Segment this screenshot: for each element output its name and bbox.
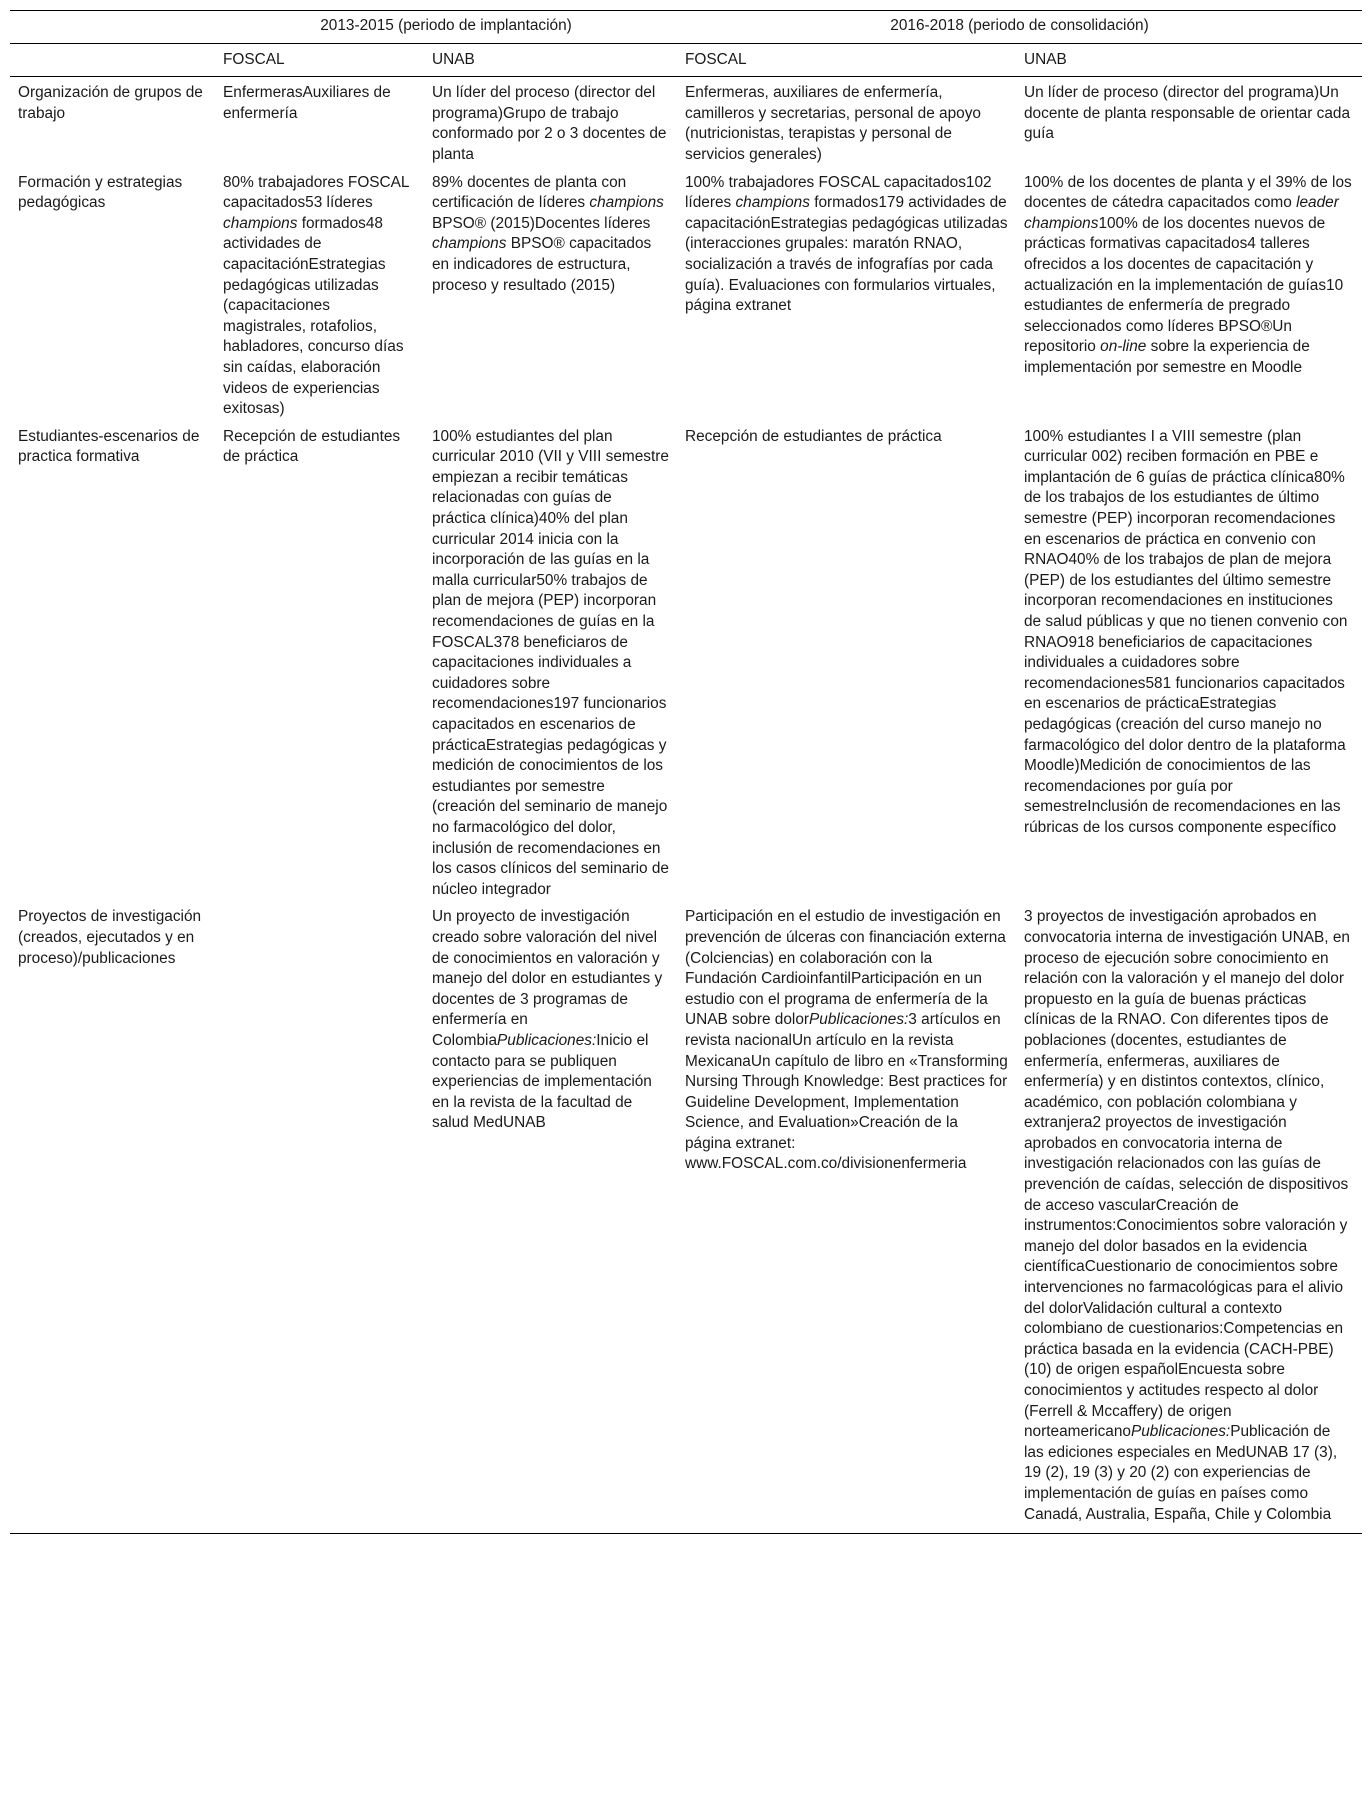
table-cell: 100% estudiantes I a VIII semestre (plan curricular 002) reciben formación en PBE e implantación de 6 guías de práctica clínica80% de los trabajos de los estudiantes de último semestre (PEP) incorporan recomendaciones en escenarios de práctica en convenio con RNAO40% de los trabajos de plan de mejora (PEP) de los estudiantes del último semestre incorporan recomendaciones en instituciones de salud públicas y que no tienen convenio con RNAO918 beneficiarios de capacitaciones individuales a cuidadores sobre recomendaciones581 funcionarios capacitados en escenarios de prácticaEstrategias pedagógicas (creación del curso manejo no farmacológico del dolor dentro de la plataforma Moodle)Medición de conocimientos de las recomendaciones por guía por semestreInclusión de recomendaciones en las rúbricas de los cursos componente específico [1024, 427, 1348, 836]
table-cell: 100% estudiantes del plan curricular 2010 (VII y VIII semestre empiezan a recibir temáticas relacionadas con guías de práctica clínica)40% del plan curricular 2014 inicia con la incorporación de las guías en la malla curricular50% trabajos de plan de mejora (PEP) incorporan recomendaciones de guías en la FOSCAL378 beneficiaros de capacitaciones individuales a cuidadores sobre recomendaciones197 funcionarios capacitados en escenarios de prácticaEstrategias pedagógicas y medición de conocimientos de los estudiantes por semestre (creación del seminario de manejo no farmacológico del dolor, inclusión de recomendaciones en los casos clínicos del seminario de núcleo integrador [432, 427, 669, 898]
table-row [10, 171, 1362, 425]
italic-term: Publicaciones: [497, 1031, 597, 1049]
table-container [10, 10, 1362, 1534]
table-cell: Recepción de estudiantes de práctica [223, 427, 401, 466]
table-row [10, 77, 1362, 171]
table-cell [215, 905, 424, 1533]
header-foscal-2013: FOSCAL [215, 43, 424, 77]
table-cell: Participación en el estudio de investigación en prevención de úlceras con financiación externa (Colciencias) en colaboración con la Fundación CardioinfantilParticipación en un estudio con el programa de enfermería de la UNAB sobre dolorPublicaciones:3 artículos en revista nacionalUn artículo en la revista MexicanaUn capítulo de libro en «Transforming Nursing Through Knowledge: Best practices for Guideline Development, Implementation Science, and Evaluation»Creación de la página extranet: www.FOSCAL.com.co/divisionenfermeria [677, 905, 1016, 1533]
table-row [10, 425, 1362, 906]
implementation-table [10, 10, 1362, 1534]
period-header-row [10, 11, 1362, 44]
italic-term: on-line [1100, 338, 1147, 356]
italic-term: champions [432, 235, 507, 253]
table-cell: EnfermerasAuxiliares de enfermería [223, 84, 391, 122]
table-cell: Recepción de estudiantes de práctica [685, 427, 942, 445]
institution-header-row [10, 43, 1362, 77]
italic-term: Publicaciones: [809, 1011, 909, 1029]
table-cell: Un proyecto de investigación creado sobre valoración del nivel de conocimientos en valoración y manejo del dolor en estudiantes y docentes de 3 programas de enfermería en ColombiaPublicaciones:Inicio el contacto para se publiquen experiencias de implementación en la revista de la facultad de salud MedUNAB [424, 905, 677, 1533]
italic-term: champions [589, 194, 664, 212]
italic-term: Publicaciones: [1130, 1423, 1231, 1441]
row-label: Proyectos de investigación (creados, ejecutados y en proceso)/publicaciones [10, 905, 215, 1533]
table-cell: 3 proyectos de investigación aprobados en convocatoria interna de investigación UNAB, en proceso de ejecución sobre conocimiento en relación con la valoración y el manejo del dolor propuesto en la guía de buenas prácticas clínicas de la RNAO. Con diferentes tipos de poblaciones (docentes, estudiantes de enfermería, enfermeras, auxiliares de enfermería) y en distintos contextos, clínico, académico, con población colombiana y extranjera2 proyectos de investigación aprobados en convocatoria interna de investigación relacionados con las guías de prevención de caídas, selección de dispositivos de acceso vascularCreación de instrumentos:Conocimientos sobre valoración y manejo del dolor basados en la evidencia científicaCuestionario de conocimientos sobre intervenciones no farmacológicas para el alivio del dolorValidación cultural a contexto colombiano de cuestionarios:Competencias en práctica basada en la evidencia (CACH-PBE) (10) de origen españolEncuesta sobre conocimientos y actitudes respecto al dolor (Ferrell & Mccaffery) de origen norteamericanoPublicaciones:Publicación de las ediciones especiales en MedUNAB 17 (3), 19 (2), 19 (3) y 20 (2) con experiencias de implementación de guías en países como Canadá, Australia, España, Chile y Colombia [1016, 905, 1362, 1533]
italic-term: leader champions [1024, 194, 1339, 232]
header-empty-cell [10, 11, 215, 44]
row-label: Organización de grupos de trabajo [18, 84, 203, 122]
header-unab-2013: UNAB [424, 43, 677, 77]
row-label: Estudiantes-escenarios de practica formativa [18, 427, 200, 466]
header-foscal-2016: FOSCAL [677, 43, 1016, 77]
period-2013-2015-header: 2013-2015 (periodo de implantación) [215, 11, 677, 44]
header-unab-2016: UNAB [1016, 43, 1362, 77]
table-cell: 80% trabajadores FOSCAL capacitados53 líderes champions formados48 actividades de capacitaciónEstrategias pedagógicas utilizadas (capacitaciones magistrales, rotafolios, habladores, concurso días sin caídas, elaboración videos de experiencias exitosas) [223, 173, 409, 418]
table-cell: Un líder del proceso (director del programa)Grupo de trabajo conformado por 2 o 3 docentes de planta [432, 84, 667, 163]
table-row [10, 905, 1362, 1533]
italic-term: champions [223, 214, 298, 232]
row-label: Formación y estrategias pedagógicas [18, 173, 183, 212]
table-cell: Un líder de proceso (director del programa)Un docente de planta responsable de orientar cada guía [1024, 84, 1351, 143]
table-cell: Enfermeras, auxiliares de enfermería, camilleros y secretarias, personal de apoyo (nutricionistas, terapistas y personal de servicios generales) [685, 84, 981, 163]
table-cell: 100% trabajadores FOSCAL capacitados102 líderes champions formados179 actividades de capacitaciónEstrategias pedagógicas utilizadas (interacciones grupales: maratón RNAO, socialización a través de infografías por cada guía). Evaluaciones con formularios virtuales, página extranet [685, 173, 1008, 315]
header-empty-cell [10, 43, 215, 77]
italic-term: champions [735, 194, 810, 212]
table-cell: 89% docentes de planta con certificación de líderes champions BPSO® (2015)Docentes líderes champions BPSO® capacitados en indicadores de estructura, proceso y resultado (2015) [432, 173, 664, 294]
table-cell: 100% de los docentes de planta y el 39% de los docentes de cátedra capacitados como leader champions100% de los docentes nuevos de prácticas formativas capacitados4 talleres ofrecidos a los docentes de capacitación y actualización en la implementación de guías10 estudiantes de enfermería de pregrado seleccionados como líderes BPSO®Un repositorio on-line sobre la experiencia de implementación por semestre en Moodle [1024, 173, 1352, 376]
period-2016-2018-header: 2016-2018 (periodo de consolidación) [677, 11, 1362, 44]
